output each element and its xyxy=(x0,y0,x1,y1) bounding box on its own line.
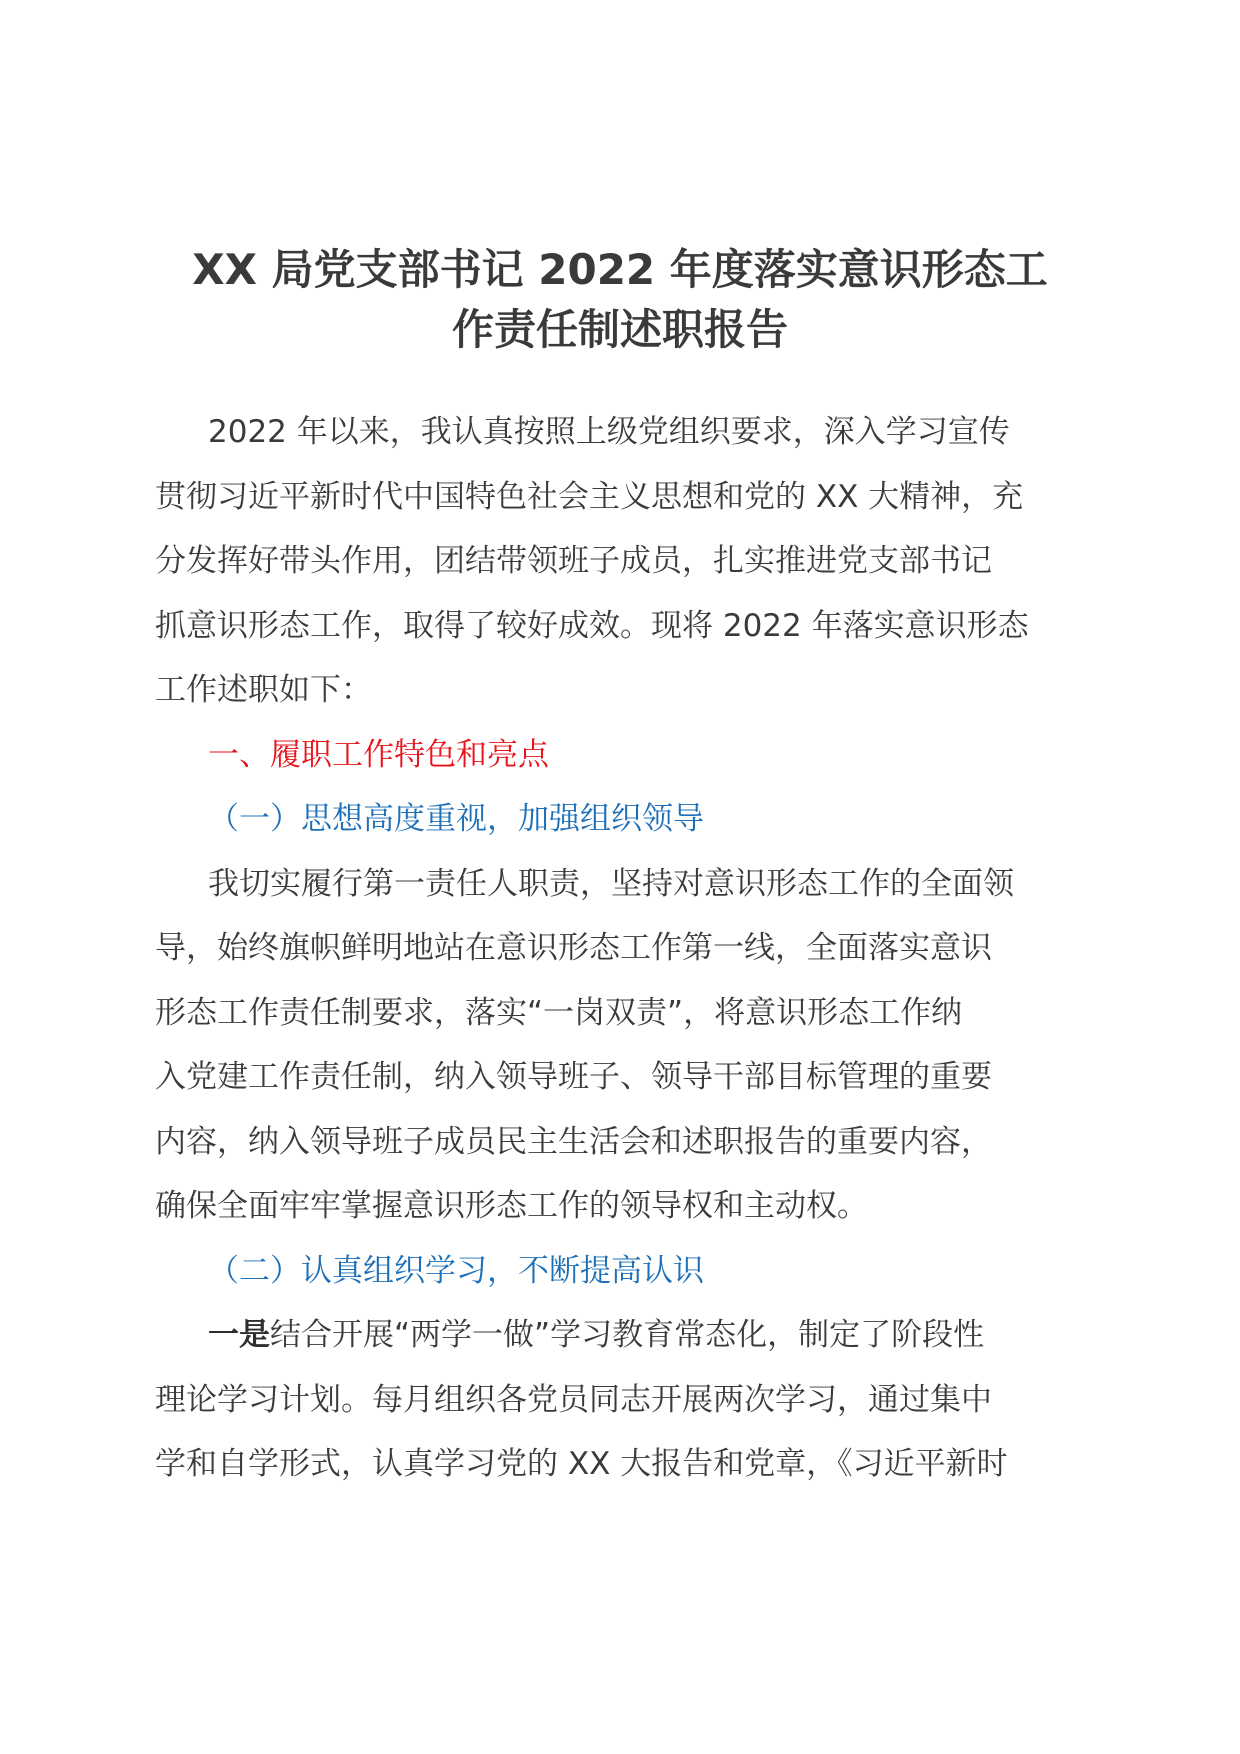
sub2-line-2: 理论学习计划。每月组织各党员同志开展两次学习，通过集中 xyxy=(155,1381,992,1418)
sub1-line-2: 导，始终旗帜鲜明地站在意识形态工作第一线，全面落实意识 xyxy=(155,930,992,966)
sub2-first-rest: 结合开展“两学一做”学习教育常态化，制定了阶段性 xyxy=(270,1317,985,1353)
intro-line-2: 贯彻习近平新时代中国特色社会主义思想和党的 XX 大精神，充 xyxy=(155,478,1024,515)
sub1-line-6: 确保全面牢牢掌握意识形态工作的领导权和主动权。 xyxy=(155,1188,868,1224)
title-line-2: 作责任制述职报告 xyxy=(451,305,788,354)
intro-line-3: 分发挥好带头作用，团结带领班子成员，扎实推进党支部书记 xyxy=(155,543,992,579)
sub2-first-bold: 一是 xyxy=(208,1317,270,1353)
intro-line-5: 工作述职如下： xyxy=(155,672,372,708)
sub2-line-3: 学和自学形式，认真学习党的 XX 大报告和党章，《习近平新时 xyxy=(155,1446,1008,1482)
intro-line-4: 抓意识形态工作，取得了较好成效。现将 2022 年落实意识形态 xyxy=(155,607,1029,644)
sub1-line-5: 内容，纳入领导班子成员民主生活会和述职报告的重要内容， xyxy=(155,1123,992,1160)
sub1-line-4: 入党建工作责任制，纳入领导班子、领导干部目标管理的重要 xyxy=(155,1059,992,1095)
sub2-line-1 xyxy=(155,1303,1085,1368)
sub1-line-1: 我切实履行第一责任人职责，坚持对意识形态工作的全面领 xyxy=(208,865,1014,902)
section-1-heading: 一、履职工作特色和亮点 xyxy=(208,736,549,773)
subsection-1-heading: （一）思想高度重视，加强组织领导 xyxy=(208,801,704,837)
document-body xyxy=(155,400,1085,1497)
sub1-line-3: 形态工作责任制要求，落实“一岗双责”，将意识形态工作纳 xyxy=(155,994,963,1031)
title-line-1: XX 局党支部书记 2022 年度落实意识形态工 xyxy=(192,245,1048,294)
intro-line-1: 2022 年以来，我认真按照上级党组织要求，深入学习宣传 xyxy=(208,414,1010,450)
document-title xyxy=(150,240,1090,360)
subsection-2-heading: （二）认真组织学习，不断提高认识 xyxy=(208,1252,704,1289)
